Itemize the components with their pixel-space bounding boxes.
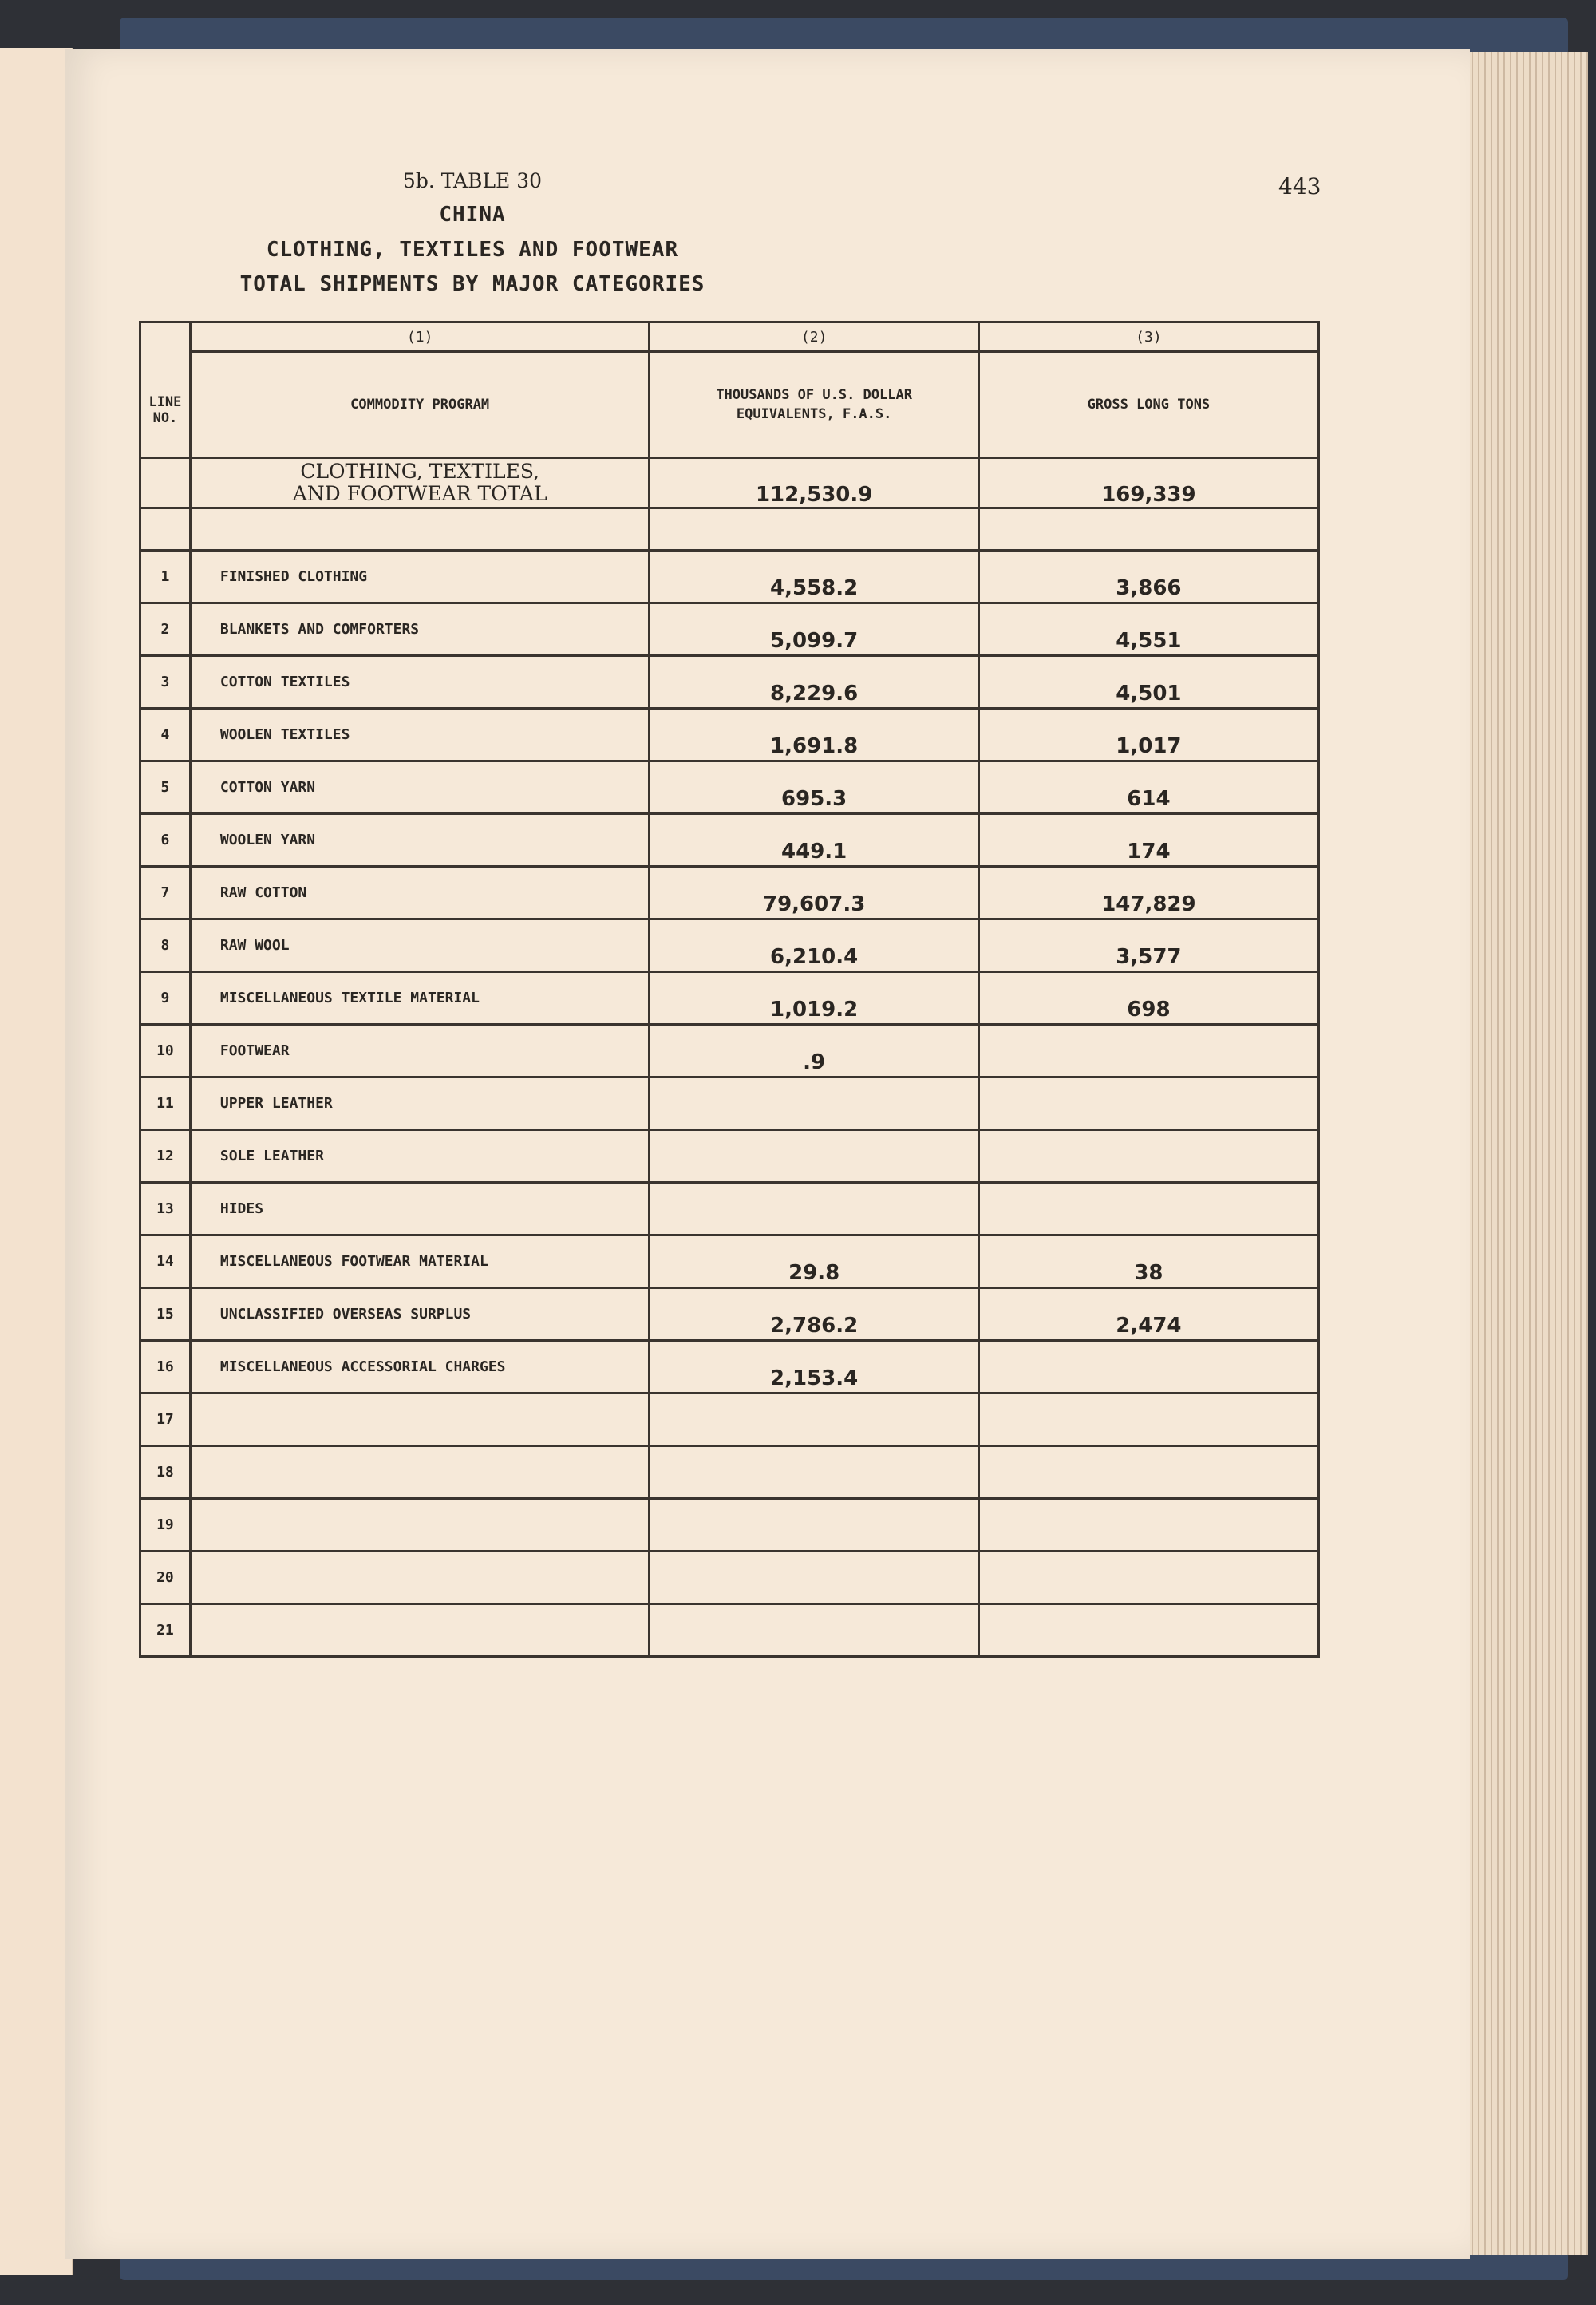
shipments-table — [139, 321, 1320, 1658]
commodity-program: WOOLEN TEXTILES — [190, 709, 650, 761]
line-number: 17 — [140, 1394, 191, 1446]
spacer-cell — [190, 508, 650, 551]
line-number: 19 — [140, 1499, 191, 1552]
subtitle: TOTAL SHIPMENTS BY MAJOR CATEGORIES — [239, 272, 705, 296]
usd-value — [650, 1446, 978, 1499]
line-number: 16 — [140, 1341, 191, 1394]
table-row — [140, 1499, 1319, 1552]
line-number: 20 — [140, 1552, 191, 1604]
tons-value: 4,551 — [978, 603, 1318, 656]
usd-value: 1,019.2 — [650, 972, 978, 1025]
usd-value: .9 — [650, 1025, 978, 1077]
usd-value: 1,691.8 — [650, 709, 978, 761]
total-label-line1: CLOTHING, TEXTILES, — [300, 460, 540, 483]
col-number-1: (1) — [190, 322, 650, 352]
total-tons: 169,339 — [978, 458, 1318, 508]
commodity-program — [190, 1446, 650, 1499]
table-row — [140, 551, 1319, 603]
tons-value — [978, 1604, 1318, 1657]
line-number: 21 — [140, 1604, 191, 1657]
usd-value — [650, 1499, 978, 1552]
left-page-edge — [0, 48, 73, 2275]
country-title: CHINA — [439, 203, 506, 227]
total-line-blank — [140, 458, 191, 508]
usd-value — [650, 1552, 978, 1604]
table-body — [140, 551, 1319, 1657]
commodity-program: RAW WOOL — [190, 919, 650, 972]
commodity-program: BLANKETS AND COMFORTERS — [190, 603, 650, 656]
line-number: 2 — [140, 603, 191, 656]
commodity-program: WOOLEN YARN — [190, 814, 650, 867]
commodity-program: MISCELLANEOUS ACCESSORIAL CHARGES — [190, 1341, 650, 1394]
line-number: 5 — [140, 761, 191, 814]
line-number: 15 — [140, 1288, 191, 1341]
header-row — [140, 352, 1319, 458]
commodity-program: MISCELLANEOUS FOOTWEAR MATERIAL — [190, 1236, 650, 1288]
table-row — [140, 1183, 1319, 1236]
tons-value — [978, 1499, 1318, 1552]
line-number: 3 — [140, 656, 191, 709]
line-number: 8 — [140, 919, 191, 972]
total-usd: 112,530.9 — [650, 458, 978, 508]
usd-value: 2,153.4 — [650, 1341, 978, 1394]
table-row — [140, 656, 1319, 709]
spacer-row — [140, 508, 1319, 551]
page-number: 443 — [1278, 173, 1321, 200]
table-row — [140, 1288, 1319, 1341]
table-row — [140, 814, 1319, 867]
line-number: 18 — [140, 1446, 191, 1499]
tons-value: 698 — [978, 972, 1318, 1025]
commodity-program: MISCELLANEOUS TEXTILE MATERIAL — [190, 972, 650, 1025]
col-number-blank — [140, 322, 191, 458]
usd-value: 29.8 — [650, 1236, 978, 1288]
line-number: 4 — [140, 709, 191, 761]
table-row — [140, 919, 1319, 972]
tons-value: 2,474 — [978, 1288, 1318, 1341]
col-number-3: (3) — [978, 322, 1318, 352]
table-row — [140, 1130, 1319, 1183]
table-row — [140, 1552, 1319, 1604]
line-number: 13 — [140, 1183, 191, 1236]
commodity-program: COTTON YARN — [190, 761, 650, 814]
header-usd — [650, 352, 978, 458]
line-number: 12 — [140, 1130, 191, 1183]
commodity-program — [190, 1604, 650, 1657]
line-number: 1 — [140, 551, 191, 603]
line-number: 6 — [140, 814, 191, 867]
subject-title: CLOTHING, TEXTILES AND FOOTWEAR — [266, 238, 679, 262]
table-row — [140, 709, 1319, 761]
table-reference: 5b. TABLE 30 — [402, 169, 543, 192]
tons-value: 3,866 — [978, 551, 1318, 603]
spacer-cell — [650, 508, 978, 551]
table-row — [140, 972, 1319, 1025]
total-row — [140, 458, 1319, 508]
tons-value: 1,017 — [978, 709, 1318, 761]
header-tons: GROSS LONG TONS — [978, 352, 1318, 458]
tons-value — [978, 1130, 1318, 1183]
usd-value — [650, 1077, 978, 1130]
tons-value: 38 — [978, 1236, 1318, 1288]
table-row — [140, 1025, 1319, 1077]
tons-value — [978, 1446, 1318, 1499]
commodity-program: SOLE LEATHER — [190, 1130, 650, 1183]
usd-value — [650, 1183, 978, 1236]
page-stack-edge — [1460, 52, 1588, 2255]
commodity-program — [190, 1394, 650, 1446]
usd-value: 5,099.7 — [650, 603, 978, 656]
tons-value: 614 — [978, 761, 1318, 814]
commodity-program: UNCLASSIFIED OVERSEAS SURPLUS — [190, 1288, 650, 1341]
tons-value: 4,501 — [978, 656, 1318, 709]
col-number-2: (2) — [650, 322, 978, 352]
tons-value — [978, 1341, 1318, 1394]
table-row — [140, 761, 1319, 814]
tons-value — [978, 1394, 1318, 1446]
total-label-line2: AND FOOTWEAR TOTAL — [292, 482, 547, 505]
line-number: 9 — [140, 972, 191, 1025]
table-row — [140, 1236, 1319, 1288]
tons-value — [978, 1025, 1318, 1077]
commodity-program: FINISHED CLOTHING — [190, 551, 650, 603]
tons-value — [978, 1183, 1318, 1236]
usd-value: 79,607.3 — [650, 867, 978, 919]
commodity-program: RAW COTTON — [190, 867, 650, 919]
spacer-cell — [140, 508, 191, 551]
total-label — [190, 458, 650, 508]
usd-value — [650, 1604, 978, 1657]
line-number: 7 — [140, 867, 191, 919]
tons-value: 147,829 — [978, 867, 1318, 919]
table-row — [140, 867, 1319, 919]
line-number: 11 — [140, 1077, 191, 1130]
spacer-cell — [978, 508, 1318, 551]
usd-value — [650, 1130, 978, 1183]
table-row — [140, 1341, 1319, 1394]
tons-value — [978, 1077, 1318, 1130]
commodity-program: UPPER LEATHER — [190, 1077, 650, 1130]
commodity-program: COTTON TEXTILES — [190, 656, 650, 709]
usd-value: 695.3 — [650, 761, 978, 814]
commodity-program — [190, 1552, 650, 1604]
line-number: 10 — [140, 1025, 191, 1077]
usd-value: 2,786.2 — [650, 1288, 978, 1341]
header-usd-text: THOUSANDS OF U.S. DOLLAR EQUIVALENTS, F.A.S. — [716, 387, 912, 422]
usd-value — [650, 1394, 978, 1446]
table-row — [140, 1077, 1319, 1130]
usd-value: 8,229.6 — [650, 656, 978, 709]
column-number-row — [140, 322, 1319, 352]
usd-value: 449.1 — [650, 814, 978, 867]
commodity-program: HIDES — [190, 1183, 650, 1236]
document-page — [65, 49, 1470, 2259]
line-number: 14 — [140, 1236, 191, 1288]
table-row — [140, 1604, 1319, 1657]
header-commodity-program: COMMODITY PROGRAM — [190, 352, 650, 458]
table-row — [140, 603, 1319, 656]
usd-value: 6,210.4 — [650, 919, 978, 972]
tons-value: 174 — [978, 814, 1318, 867]
table-row — [140, 1446, 1319, 1499]
tons-value — [978, 1552, 1318, 1604]
usd-value: 4,558.2 — [650, 551, 978, 603]
table-row — [140, 1394, 1319, 1446]
commodity-program: FOOTWEAR — [190, 1025, 650, 1077]
header-line-no: LINE NO. — [148, 393, 182, 426]
tons-value: 3,577 — [978, 919, 1318, 972]
commodity-program — [190, 1499, 650, 1552]
